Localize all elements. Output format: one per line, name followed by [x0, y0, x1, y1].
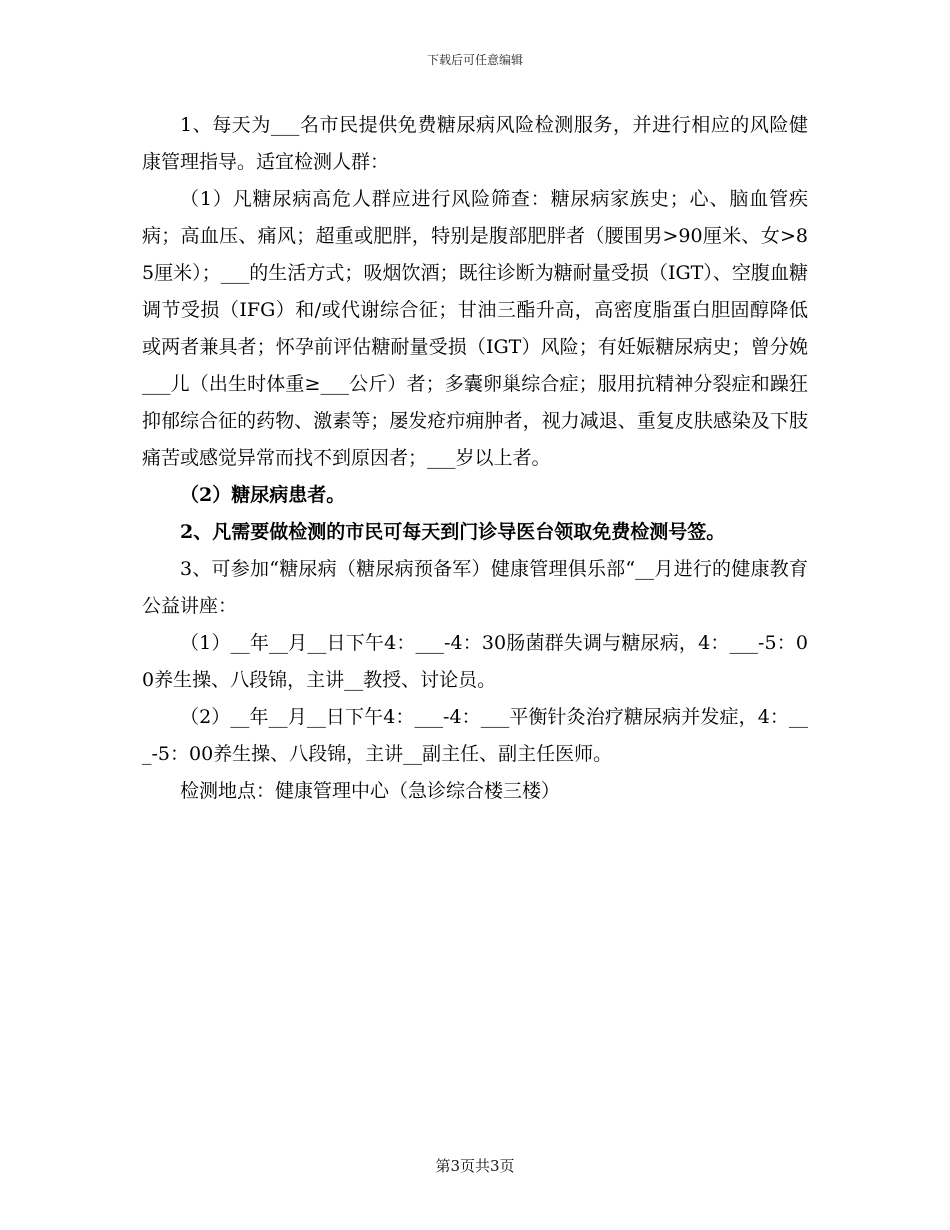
paragraph-lecture-2: （2）__年__月__日下午4：___-4：___平衡针灸治疗糖尿病并发症，4：___-5：00养生操、八段锦，主讲__副主任、副主任医师。 [142, 706, 808, 765]
paragraph-ticket-pickup: 2、凡需要做检测的市民可每天到门诊导医台领取免费检测号签。 [180, 521, 726, 543]
page-footer: 第3页共3页 [435, 1157, 515, 1175]
paragraph-daily-screening: 1、每天为___名市民提供免费糖尿病风险检测服务，并进行相应的风险健康管理指导。适宜检测人群： [142, 114, 808, 173]
document-body [142, 107, 808, 810]
paragraph-lecture-intro: 3、可参加“糖尿病（糖尿病预备军）健康管理俱乐部“__月进行的健康教育公益讲座： [142, 558, 808, 617]
page-header: 下载后可任意编辑 [426, 53, 523, 67]
paragraph-lecture-1: （1）__年__月__日下午4：___-4：30肠菌群失调与糖尿病，4：___-5：00养生操、八段锦，主讲__教授、讨论员。 [142, 632, 808, 691]
paragraph-high-risk-groups: （1）凡糖尿病高危人群应进行风险筛查：糖尿病家族史；心、脑血管疾病；高血压、痛风；超重或肥胖，特别是腹部肥胖者（腰围男>90厘米、女>85厘米）；___的生活方式；吸烟饮酒；既往诊断为糖耐量受损（IGT）、空腹血糖调节受损（IFG）和/或代谢综合征；甘油三酯升高，高密度脂蛋白胆固醇降低或两者兼具者；怀孕前评估糖耐量受损（IGT）风险；有妊娠糖尿病史；曾分娩___儿（出生时体重≥___公斤）者；多囊卵巢综合症；服用抗精神分裂症和躁狂抑郁综合征的药物、激素等；屡发疮疖痈肿者，视力减退、重复皮肤感染及下肢痛苦或感觉异常而找不到原因者；___岁以上者。 [142, 188, 808, 469]
paragraph-location: 检测地点：健康管理中心（急诊综合楼三楼） [180, 780, 561, 802]
paragraph-diabetes-patients: （2）糖尿病患者。 [180, 484, 346, 506]
